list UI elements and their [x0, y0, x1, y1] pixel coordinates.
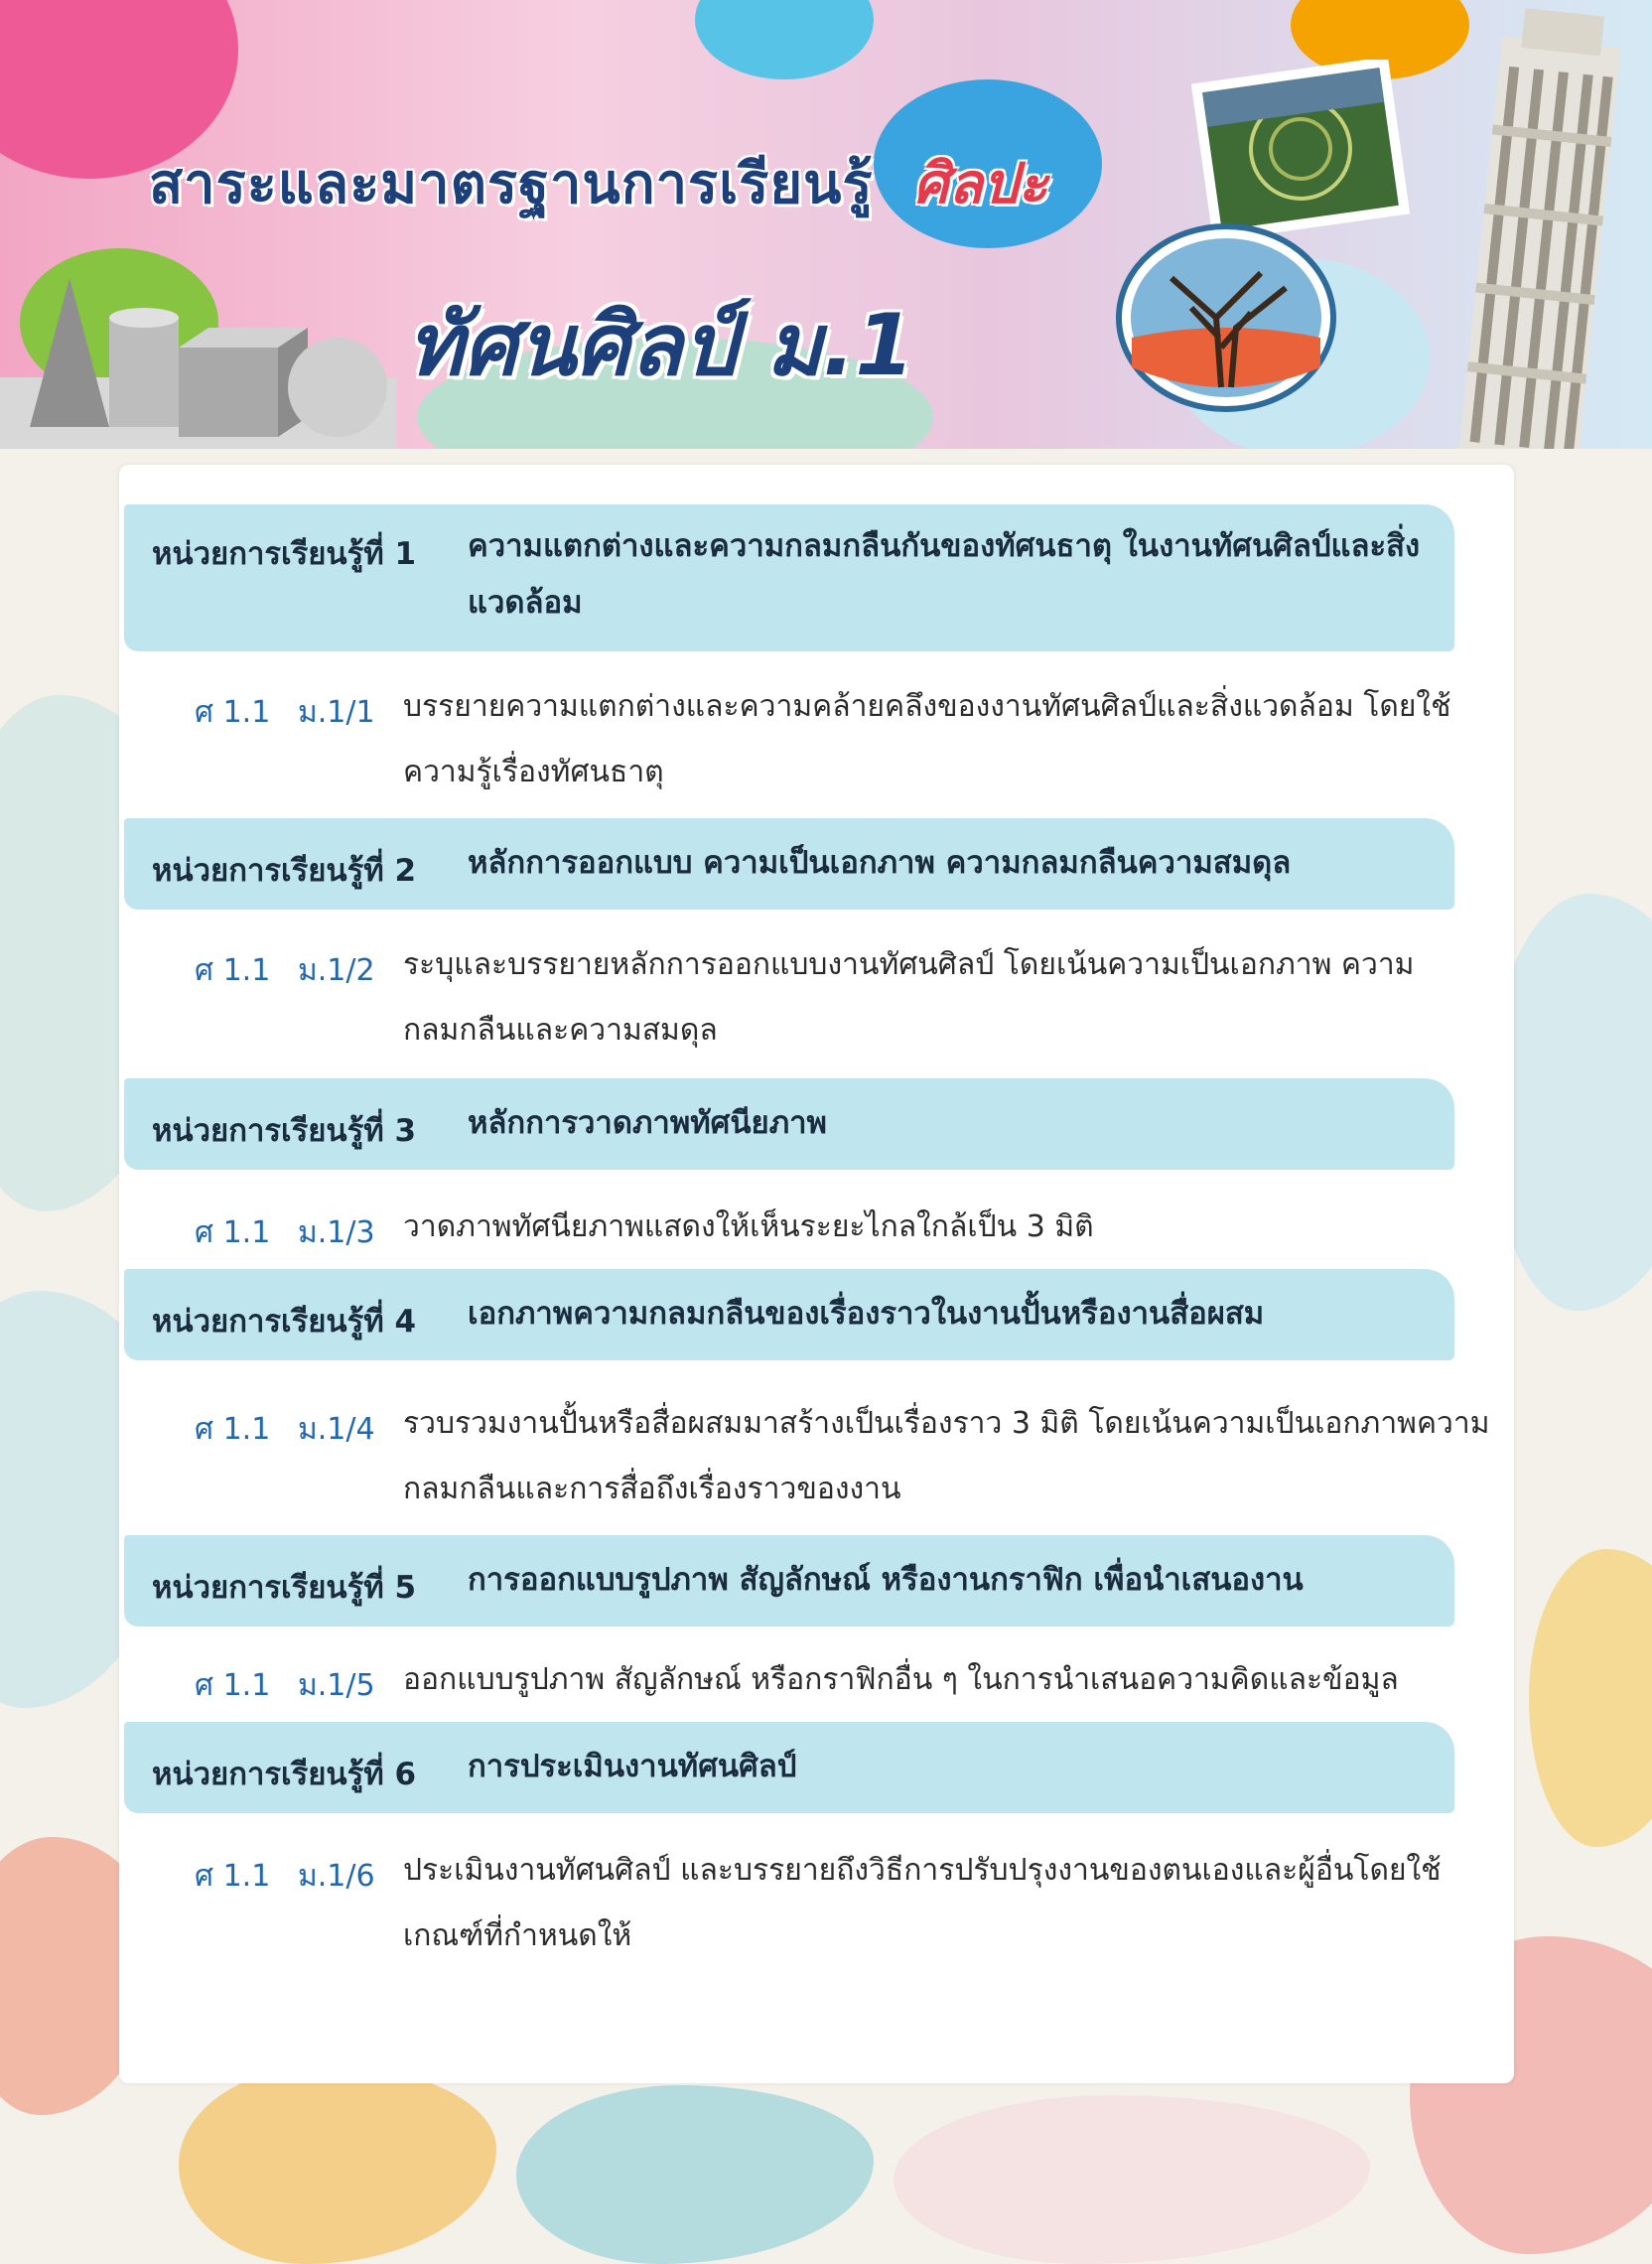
unit-label: หน่วยการเรียนรู้ที่ 1 [152, 536, 417, 572]
subject-badge: ศิลปะ [913, 152, 1048, 216]
geometric-shapes-image [0, 258, 397, 449]
standard-code: ศ 1.1 [195, 695, 271, 730]
unit-label: หน่วยการเรียนรู้ที่ 4 [152, 1304, 417, 1340]
unit-title: หลักการวาดภาพทัศนียภาพ [468, 1105, 827, 1141]
standard-text: ออกแบบรูปภาพ สัญลักษณ์ หรือกราฟิกอื่น ๆ ในการนำเสนอความคิดและข้อมูล [403, 1662, 1399, 1697]
unit-header [124, 1078, 1454, 1170]
standard-text: ประเมินงานทัศนศิลป์ และบรรยายถึงวิธีการปรับปรุงงานของตนเองและผู้อื่นโดยใช้เกณฑ์ที่กำหนดให้ [403, 1853, 1442, 1953]
standard-level: ม.1/6 [298, 1859, 375, 1894]
unit-label: หน่วยการเรียนรู้ที่ 3 [152, 1113, 417, 1149]
unit-title: เอกภาพความกลมกลืนของเรื่องราวในงานปั้นหรืองานสื่อผสม [468, 1296, 1265, 1332]
standard-row [0, 1400, 1652, 1529]
standard-code: ศ 1.1 [195, 1859, 271, 1894]
standard-row [0, 1656, 1652, 1722]
header-subtitle: ทัศนศิลป์ ม.1 [407, 296, 915, 395]
unit-label: หน่วยการเรียนรู้ที่ 5 [152, 1570, 417, 1606]
unit-title: การออกแบบรูปภาพ สัญลักษณ์ หรืองานกราฟิก เพื่อนำเสนองาน [468, 1562, 1304, 1598]
standard-row [0, 683, 1652, 812]
unit-title: การประเมินงานทัศนศิลป์ [468, 1749, 797, 1784]
unit-title: หลักการออกแบบ ความเป็นเอกภาพ ความกลมกลืนความสมดุล [468, 845, 1292, 881]
unit-label: หน่วยการเรียนรู้ที่ 6 [152, 1757, 417, 1792]
standard-level: ม.1/1 [298, 695, 375, 730]
paint-splash [695, 0, 874, 79]
standard-code: ศ 1.1 [195, 953, 271, 988]
standard-level: ม.1/4 [298, 1412, 375, 1447]
standard-level: ม.1/5 [298, 1668, 375, 1703]
standard-level: ม.1/2 [298, 953, 375, 988]
unit-title: ความแตกต่างและความกลมกลืนกันของทัศนธาตุ ในงานทัศนศิลป์และสิ่งแวดล้อม [468, 528, 1421, 621]
unit-header [124, 818, 1454, 910]
standard-text: บรรยายความแตกต่างและความคล้ายคลึงของงานทัศนศิลป์และสิ่งแวดล้อม โดยใช้ความรู้เรื่องทัศนธาตุ [403, 689, 1451, 789]
standard-code: ศ 1.1 [195, 1215, 271, 1250]
tree-art-image [1112, 218, 1340, 417]
standard-level: ม.1/3 [298, 1215, 375, 1250]
unit-header [124, 1535, 1454, 1627]
header-title: สาระและมาตรฐานการเรียนรู้ [149, 152, 874, 216]
unit-header [124, 1269, 1454, 1360]
leaning-tower-image [1390, 0, 1652, 449]
background-splash [179, 2065, 496, 2264]
standard-text: รวบรวมงานปั้นหรือสื่อผสมมาสร้างเป็นเรื่องราว 3 มิติ โดยเน้นความเป็นเอกภาพความกลมกลืนและการสื่อถึงเรื่องราวของงาน [403, 1406, 1490, 1506]
standard-code: ศ 1.1 [195, 1668, 271, 1703]
standard-row [0, 1203, 1652, 1269]
standard-text: วาดภาพทัศนียภาพแสดงให้เห็นระยะไกลใกล้เป็น 3 มิติ [403, 1209, 1094, 1244]
standard-code: ศ 1.1 [195, 1412, 271, 1447]
background-splash [516, 2085, 874, 2264]
background-splash [894, 2095, 1370, 2264]
unit-header [124, 1722, 1454, 1813]
header-banner [0, 0, 1652, 449]
painting-photo-image [1191, 60, 1410, 238]
standard-row [0, 1847, 1652, 1976]
standard-text: ระบุและบรรยายหลักการออกแบบงานทัศนศิลป์ โดยเน้นความเป็นเอกภาพ ความกลมกลืนและความสมดุล [403, 947, 1415, 1048]
unit-label: หน่วยการเรียนรู้ที่ 2 [152, 853, 417, 889]
unit-header [124, 504, 1454, 651]
standard-row [0, 941, 1652, 1070]
